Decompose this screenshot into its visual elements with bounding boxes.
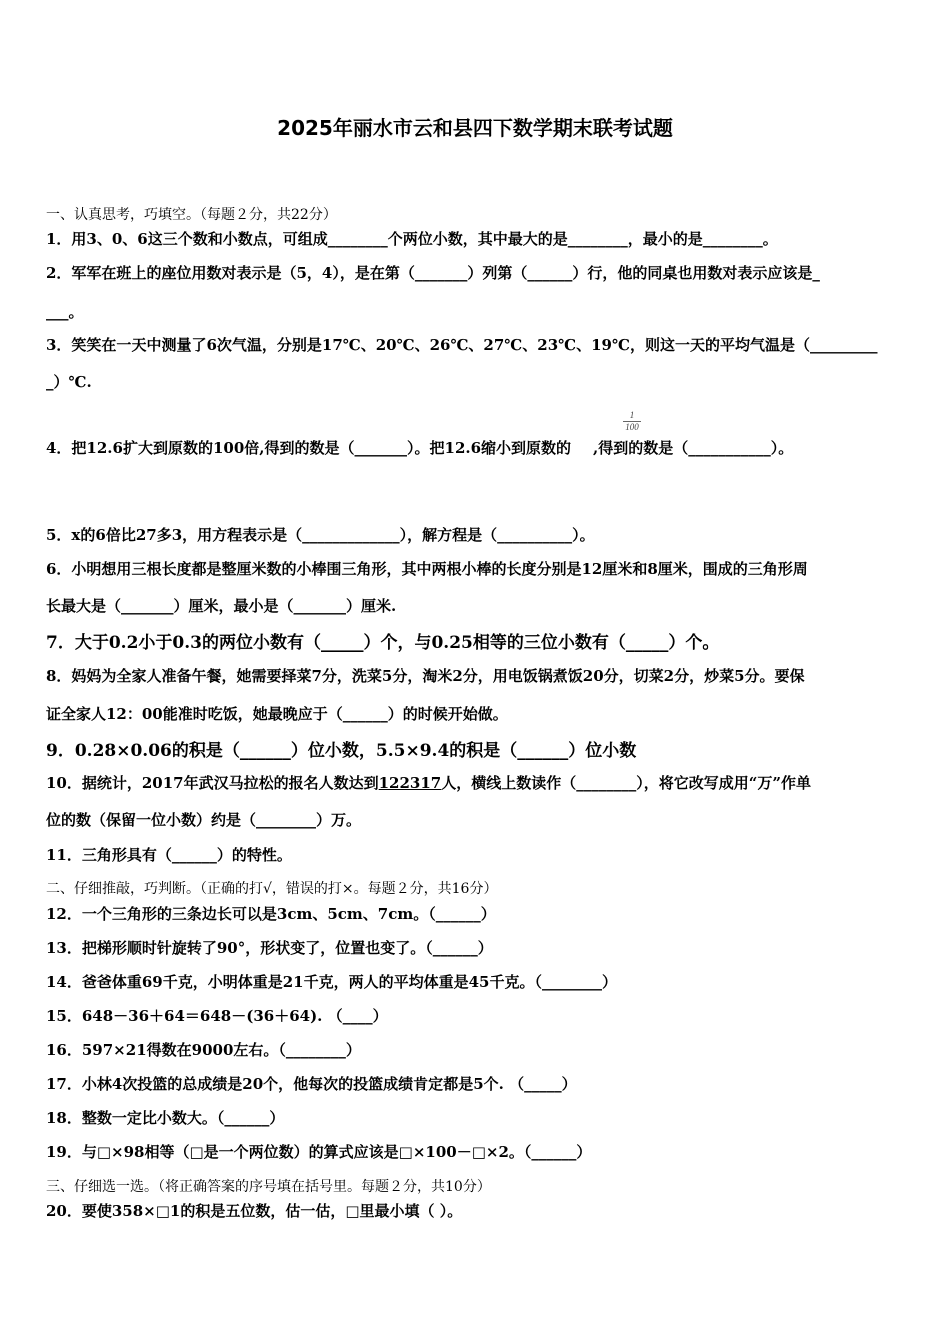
question-6-line-2: 长最大是（_______）厘米，最小是（_______）厘米.	[46, 597, 397, 615]
question-10-line-2: 位的数（保留一位小数）约是（________）万。	[46, 811, 362, 829]
question-7: 7．大于0.2小于0.3的两位小数有（_____）个，与0.25相等的三位小数有（_____）个。	[46, 633, 720, 653]
question-14: 14．爸爸体重69千克，小明体重是21千克，两人的平均体重是45千克。（________）	[46, 973, 617, 991]
question-10-suffix: 人，横线上数读作（________），将它改写成用“万”作单	[441, 774, 812, 792]
question-20: 20．要使358×□1的积是五位数，估一估，□里最小填（ ）。	[46, 1202, 463, 1220]
question-2-line-2: ___。	[46, 303, 84, 321]
fraction-one-hundredth	[621, 410, 643, 433]
question-13: 13．把梯形顺时针旋转了90°，形状变了，位置也变了。（______）	[46, 939, 493, 957]
question-8-line-1: 8．妈妈为全家人准备午餐，她需要择菜7分，洗菜5分，淘米2分，用电饭锅煮饭20分，切菜2分，炒菜5分。要保	[46, 667, 805, 685]
question-19: 19．与□×98相等（□是一个两位数）的算式应该是□×100－□×2。（______）	[46, 1143, 592, 1161]
question-17: 17．小林4次投篮的总成绩是20个，他每次的投篮成绩肯定都是5个. （_____）	[46, 1075, 577, 1093]
question-10-prefix: 10．据统计，2017年武汉马拉松的报名人数达到	[46, 774, 379, 792]
question-9: 9．0.28×0.06的积是（______）位小数，5.5×9.4的积是（______）位小数	[46, 741, 637, 761]
section-heading-1: 一、认真思考，巧填空。（每题２分，共22分）	[46, 207, 337, 223]
question-11: 11．三角形具有（______）的特性。	[46, 846, 292, 864]
question-1: 1．用3、0、6这三个数和小数点，可组成________个两位小数，其中最大的是________，最小的是________。	[46, 230, 778, 248]
question-5: 5．x的6倍比27多3，用方程表示是（_____________），解方程是（__________）。	[46, 526, 595, 544]
question-4-part-2: ,得到的数是（___________）。	[593, 439, 794, 457]
section-heading-2: 二、仔细推敲，巧判断。（正确的打√，错误的打×。每题２分，共16分）	[46, 881, 498, 897]
question-4	[46, 437, 793, 458]
question-3-line-1: 3．笑笑在一天中测量了6次气温，分别是17℃、20℃、26℃、27℃、23℃、19℃，则这一天的平均气温是（_________	[46, 336, 878, 354]
underlined-number: 122317	[378, 774, 442, 792]
question-4-part-1: 4．把12.6扩大到原数的100倍,得到的数是（_______）。把12.6缩小到原数的	[46, 439, 572, 457]
question-12: 12．一个三角形的三条边长可以是3cm、5cm、7cm。（______）	[46, 905, 496, 923]
page-title: 2025年丽水市云和县四下数学期末联考试题	[277, 116, 673, 140]
question-8-line-2: 证全家人12：00能准时吃饭，她最晚应于（______）的时候开始做。	[46, 705, 508, 723]
question-15: 15．648－36＋64＝648－(36＋64). （____）	[46, 1007, 388, 1025]
question-18: 18．整数一定比小数大。（______）	[46, 1109, 285, 1127]
question-6-line-1: 6．小明想用三根长度都是整厘米数的小棒围三角形，其中两根小棒的长度分别是12厘米和8厘米，围成的三角形周	[46, 560, 808, 578]
question-3-line-2: _）℃.	[46, 373, 92, 391]
question-10-line-1	[46, 772, 811, 793]
question-2-line-1: 2．军军在班上的座位用数对表示是（5，4），是在第（_______）列第（______）行，他的同桌也用数对表示应该是_	[46, 264, 820, 282]
fraction-numerator: 1	[629, 410, 635, 420]
section-heading-3: 三、仔细选一选。（将正确答案的序号填在括号里。每题２分，共10分）	[46, 1179, 491, 1195]
fraction-denominator: 100	[625, 422, 639, 432]
question-16: 16．597×21得数在9000左右。（________）	[46, 1041, 361, 1059]
